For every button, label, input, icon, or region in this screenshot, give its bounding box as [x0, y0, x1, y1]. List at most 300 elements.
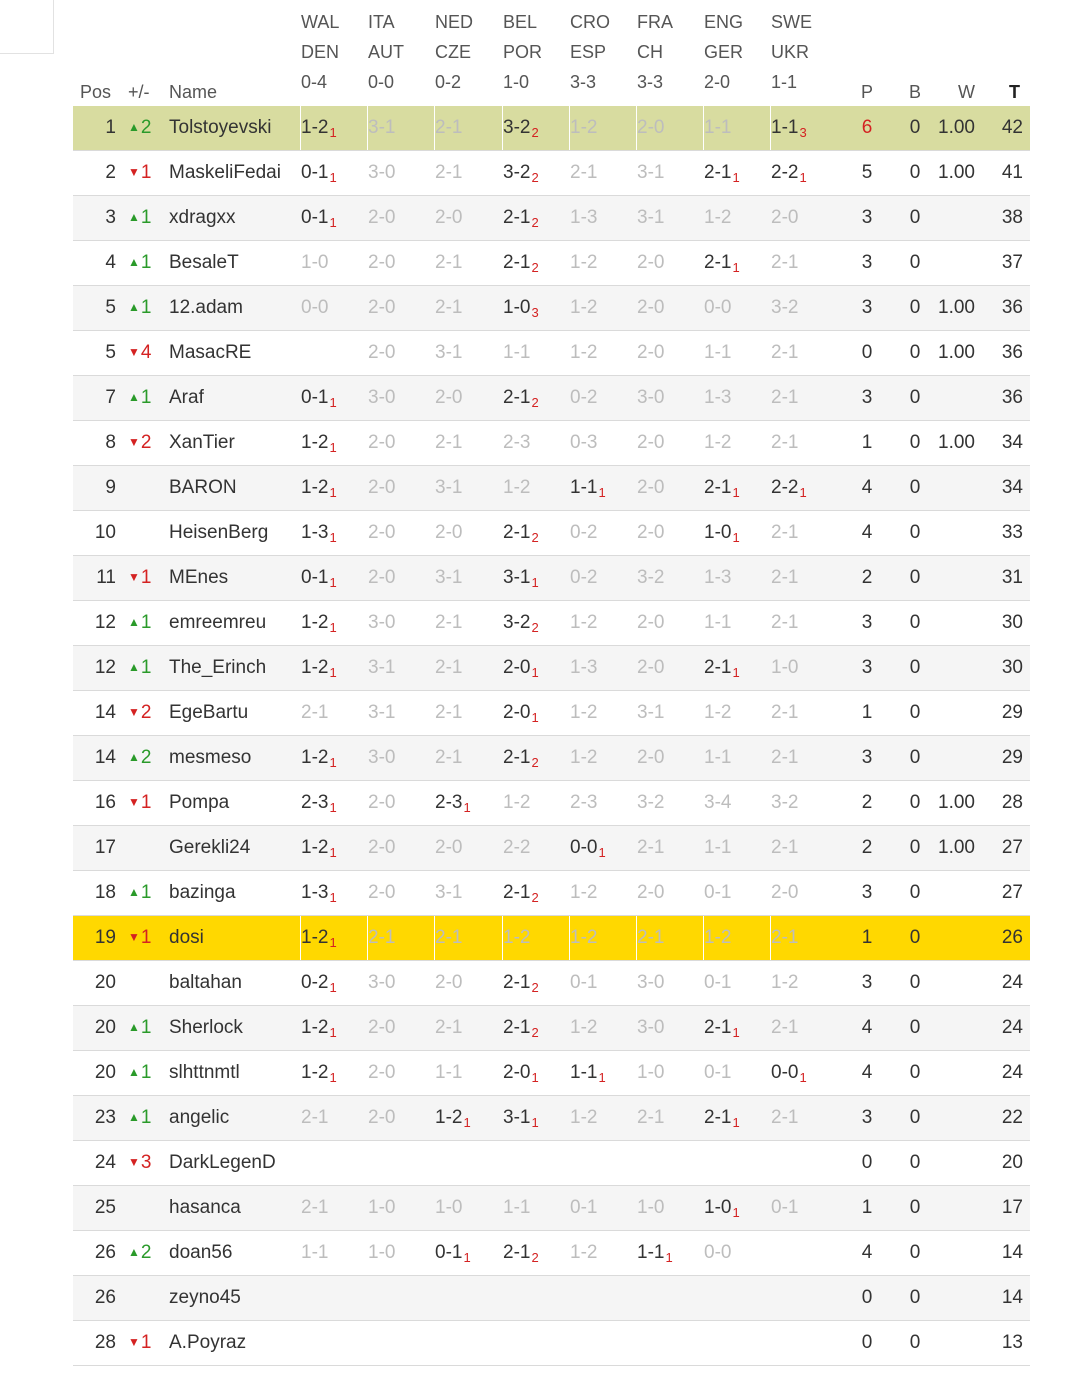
prediction-cell	[368, 781, 435, 825]
round-points: 3	[861, 747, 873, 768]
prediction-score: 2-0	[435, 387, 463, 408]
prediction-cell	[570, 1276, 637, 1320]
rank-change-value: 2	[140, 747, 152, 768]
arrow-up-icon: ▲	[128, 210, 140, 224]
prediction-cell	[704, 916, 771, 960]
match-score-2: 0-2	[435, 72, 462, 92]
total-points: 22	[1001, 1107, 1023, 1128]
prediction-score: 2-3	[503, 432, 531, 453]
prediction-score: 1-2	[570, 1107, 598, 1128]
prediction-cell	[771, 1321, 838, 1365]
player-name[interactable]: bazinga	[169, 882, 236, 903]
prediction-cell	[503, 466, 570, 510]
prediction-cell	[301, 916, 368, 960]
prediction-score: 2-0	[637, 882, 665, 903]
rank-change-value: 1	[140, 882, 152, 903]
arrow-up-icon: ▲	[128, 255, 140, 269]
player-name[interactable]: EgeBartu	[169, 702, 249, 723]
prediction-cell	[435, 1276, 502, 1320]
prediction-score: 2-0	[637, 522, 665, 543]
table-row[interactable]	[73, 241, 1030, 286]
prediction-cell	[503, 1096, 570, 1140]
player-name[interactable]: doan56	[169, 1242, 233, 1263]
prediction-points: 1	[329, 800, 337, 815]
player-name[interactable]: Gerekli24	[169, 837, 251, 858]
prediction-points: 2	[531, 755, 539, 770]
arrow-down-icon: ▼	[128, 1335, 140, 1349]
rank-change-value: 1	[140, 1062, 152, 1083]
prediction-score: 2-1	[503, 522, 531, 543]
prediction-points: 3	[799, 125, 807, 140]
row-position: 10	[94, 522, 116, 543]
header-name[interactable]: Name	[169, 82, 218, 102]
prediction-score: 1-1	[570, 1062, 598, 1083]
rank-change-value: 1	[140, 252, 152, 273]
player-name[interactable]: A.Poyraz	[169, 1332, 247, 1353]
bonus-points: 0	[909, 1062, 921, 1083]
prediction-score: 1-2	[570, 747, 598, 768]
player-name[interactable]: The_Erinch	[169, 657, 267, 678]
match-away-0[interactable]: DEN	[301, 42, 340, 62]
prediction-cell	[368, 1321, 435, 1365]
player-name[interactable]: XanTier	[169, 432, 235, 453]
round-points: 3	[861, 387, 873, 408]
prediction-cell	[301, 1006, 368, 1050]
prediction-cell	[301, 691, 368, 735]
prediction-points: 2	[531, 125, 539, 140]
player-name[interactable]: BesaleT	[169, 252, 239, 273]
prediction-cell	[771, 421, 838, 465]
column-divider	[300, 106, 301, 150]
total-points: 37	[1001, 252, 1023, 273]
prediction-cell	[570, 1231, 637, 1275]
prediction-cell	[503, 376, 570, 420]
prediction-score: 3-1	[637, 702, 665, 723]
round-points: 0	[861, 342, 873, 363]
round-points: 5	[861, 162, 873, 183]
prediction-score: 3-2	[503, 612, 531, 633]
table-row[interactable]	[73, 511, 1030, 556]
prediction-score: 1-1	[301, 1242, 329, 1263]
table-row[interactable]	[73, 781, 1030, 826]
prediction-cell	[637, 1276, 704, 1320]
table-row[interactable]	[73, 556, 1030, 601]
match-away-7[interactable]: UKR	[771, 42, 810, 62]
table-row[interactable]	[73, 331, 1030, 376]
table-row[interactable]	[73, 646, 1030, 691]
match-home-7[interactable]: SWE	[771, 12, 813, 32]
rank-change-value: 1	[140, 1107, 152, 1128]
player-name[interactable]: angelic	[169, 1107, 230, 1128]
prediction-points: 2	[531, 395, 539, 410]
table-row[interactable]	[73, 196, 1030, 241]
player-name[interactable]: Tolstoyevski	[169, 117, 272, 138]
prediction-cell	[301, 286, 368, 330]
rank-change-value: 1	[140, 657, 152, 678]
w-value: 1.00	[938, 162, 975, 183]
bonus-points: 0	[909, 792, 921, 813]
prediction-points: 1	[329, 575, 337, 590]
prediction-cell	[368, 1141, 435, 1185]
prediction-score: 2-1	[503, 747, 531, 768]
row-position: 23	[94, 1107, 116, 1128]
prediction-score: 2-1	[435, 162, 463, 183]
w-value	[917, 646, 975, 690]
prediction-score: 2-1	[771, 432, 799, 453]
prediction-cell	[637, 646, 704, 690]
player-name[interactable]: emreemreu	[169, 612, 267, 633]
prediction-cell	[570, 466, 637, 510]
bonus-points: 0	[909, 1152, 921, 1173]
match-home-6[interactable]: ENG	[704, 12, 744, 32]
player-name[interactable]: slhttnmtl	[169, 1062, 240, 1083]
arrow-up-icon: ▲	[128, 1110, 140, 1124]
prediction-cell	[368, 736, 435, 780]
w-value	[917, 1141, 975, 1185]
prediction-cell	[368, 961, 435, 1005]
prediction-cell	[301, 421, 368, 465]
prediction-points: 1	[799, 485, 807, 500]
match-home-0[interactable]: WAL	[301, 12, 340, 32]
w-value	[917, 466, 975, 510]
round-points: 6	[861, 117, 873, 138]
w-value	[917, 961, 975, 1005]
player-name[interactable]: BARON	[169, 477, 237, 498]
prediction-points: 1	[531, 710, 539, 725]
rank-change-value: 1	[140, 387, 152, 408]
prediction-cell	[704, 826, 771, 870]
match-away-1[interactable]: AUT	[368, 42, 404, 62]
round-points: 4	[861, 1017, 873, 1038]
bonus-points: 0	[909, 657, 921, 678]
prediction-cell	[435, 1096, 502, 1140]
prediction-score: 2-3	[570, 792, 598, 813]
player-name[interactable]: Sherlock	[169, 1017, 243, 1038]
table-row[interactable]	[73, 1186, 1030, 1231]
prediction-score: 2-1	[435, 927, 463, 948]
prediction-points: 2	[531, 1025, 539, 1040]
player-name[interactable]: DarkLegenD	[169, 1152, 276, 1173]
rank-change	[128, 1006, 163, 1050]
table-row[interactable]	[73, 1096, 1030, 1141]
table-row[interactable]	[73, 826, 1030, 871]
total-points: 27	[1001, 837, 1023, 858]
prediction-cell	[435, 241, 502, 285]
player-name[interactable]: hasanca	[169, 1197, 241, 1218]
arrow-up-icon: ▲	[128, 1245, 140, 1259]
prediction-score: 1-2	[570, 612, 598, 633]
prediction-cell	[435, 1321, 502, 1365]
w-value: 1.00	[938, 297, 975, 318]
prediction-cell	[435, 421, 502, 465]
table-row[interactable]	[73, 1231, 1030, 1276]
match-home-3[interactable]: BEL	[503, 12, 538, 32]
prediction-score: 0-3	[570, 432, 598, 453]
prediction-cell	[368, 376, 435, 420]
prediction-cell	[503, 331, 570, 375]
table-row[interactable]	[73, 421, 1030, 466]
row-position: 25	[94, 1197, 116, 1218]
w-value	[917, 1051, 975, 1095]
prediction-cell	[637, 376, 704, 420]
prediction-points: 1	[732, 1115, 740, 1130]
arrow-up-icon: ▲	[128, 660, 140, 674]
prediction-score: 2-0	[637, 477, 665, 498]
bonus-points: 0	[909, 252, 921, 273]
bonus-points: 0	[909, 432, 921, 453]
prediction-cell	[503, 1141, 570, 1185]
prediction-score: 1-1	[637, 1242, 665, 1263]
prediction-cell	[301, 1141, 368, 1185]
prediction-cell	[704, 871, 771, 915]
round-points: 3	[861, 612, 873, 633]
prediction-cell	[570, 691, 637, 735]
prediction-points: 1	[732, 530, 740, 545]
prediction-cell	[503, 151, 570, 195]
prediction-cell	[368, 241, 435, 285]
prediction-score: 0-1	[704, 972, 732, 993]
player-name[interactable]: MasacRE	[169, 342, 252, 363]
prediction-score: 0-0	[570, 837, 598, 858]
prediction-cell	[637, 1141, 704, 1185]
player-name[interactable]: MEnes	[169, 567, 229, 588]
prediction-score: 2-1	[771, 387, 799, 408]
side-panel-tab[interactable]	[0, 0, 54, 54]
prediction-score: 1-1	[503, 1197, 531, 1218]
round-points: 2	[861, 567, 873, 588]
table-row[interactable]	[73, 1321, 1030, 1366]
prediction-cell	[704, 1231, 771, 1275]
prediction-score: 2-1	[771, 837, 799, 858]
w-value	[917, 511, 975, 555]
player-name[interactable]: MaskeliFedai	[169, 162, 281, 183]
prediction-cell	[301, 1186, 368, 1230]
prediction-cell	[704, 331, 771, 375]
prediction-cell	[637, 871, 704, 915]
prediction-cell	[771, 556, 838, 600]
round-points: 1	[861, 702, 873, 723]
prediction-cell	[771, 151, 838, 195]
table-row[interactable]	[73, 916, 1030, 961]
prediction-points: 1	[329, 935, 337, 950]
prediction-score: 1-2	[570, 702, 598, 723]
prediction-score: 2-0	[368, 1107, 396, 1128]
match-away-3[interactable]: POR	[503, 42, 543, 62]
match-away-4[interactable]: ESP	[570, 42, 607, 62]
table-row[interactable]	[73, 691, 1030, 736]
table-row[interactable]	[73, 1276, 1030, 1321]
prediction-points: 1	[329, 890, 337, 905]
prediction-cell	[771, 826, 838, 870]
column-divider	[770, 106, 771, 150]
round-points: 3	[861, 882, 873, 903]
prediction-cell	[570, 556, 637, 600]
round-points: 3	[861, 252, 873, 273]
header-move[interactable]: +/-	[128, 82, 150, 102]
table-row[interactable]	[73, 736, 1030, 781]
w-value: 1.00	[938, 342, 975, 363]
player-name[interactable]: Pompa	[169, 792, 230, 813]
match-home-1[interactable]: ITA	[368, 12, 395, 32]
prediction-cell	[570, 1051, 637, 1095]
rank-change-value: 1	[140, 612, 152, 633]
prediction-cell	[771, 1141, 838, 1185]
bonus-points: 0	[909, 342, 921, 363]
total-points: 14	[1001, 1287, 1023, 1308]
total-points: 33	[1001, 522, 1023, 543]
prediction-cell	[771, 781, 838, 825]
rank-change	[128, 466, 163, 510]
prediction-points: 1	[732, 665, 740, 680]
table-row[interactable]	[73, 376, 1030, 421]
table-row[interactable]	[73, 871, 1030, 916]
w-value	[917, 871, 975, 915]
table-row[interactable]	[73, 286, 1030, 331]
total-points: 13	[1001, 1332, 1023, 1353]
row-position: 28	[94, 1332, 116, 1353]
prediction-cell	[301, 601, 368, 645]
w-value	[917, 691, 975, 735]
rank-change	[128, 376, 163, 420]
prediction-points: 1	[732, 260, 740, 275]
match-home-4[interactable]: CRO	[570, 12, 610, 32]
prediction-score: 2-1	[503, 1017, 531, 1038]
prediction-score: 1-2	[570, 297, 598, 318]
round-points: 0	[861, 1152, 873, 1173]
prediction-score: 1-2	[301, 117, 329, 138]
column-divider	[367, 106, 368, 150]
arrow-up-icon: ▲	[128, 390, 140, 404]
column-divider	[367, 916, 368, 960]
prediction-score: 1-1	[570, 477, 598, 498]
player-name[interactable]: dosi	[169, 927, 204, 948]
prediction-score: 2-1	[503, 1242, 531, 1263]
arrow-down-icon: ▼	[128, 345, 140, 359]
prediction-score: 3-2	[503, 117, 531, 138]
prediction-score: 0-2	[570, 567, 598, 588]
prediction-score: 2-0	[368, 342, 396, 363]
table-row[interactable]	[73, 151, 1030, 196]
prediction-score: 0-2	[570, 387, 598, 408]
prediction-score: 1-2	[301, 927, 329, 948]
w-value	[917, 556, 975, 600]
match-home-5[interactable]: FRA	[637, 12, 673, 32]
prediction-cell	[570, 196, 637, 240]
table-row[interactable]	[73, 961, 1030, 1006]
prediction-score: 1-2	[704, 432, 732, 453]
player-name[interactable]: xdragxx	[169, 207, 236, 228]
rank-change-value: 2	[140, 432, 152, 453]
player-name[interactable]: Araf	[169, 387, 204, 408]
w-value	[917, 1006, 975, 1050]
table-row[interactable]	[73, 1051, 1030, 1096]
rank-change-value: 1	[140, 792, 152, 813]
prediction-score: 2-1	[503, 207, 531, 228]
player-name[interactable]: zeyno45	[169, 1287, 241, 1308]
prediction-cell	[637, 691, 704, 735]
table-row[interactable]	[73, 466, 1030, 511]
prediction-score: 3-1	[368, 702, 396, 723]
prediction-cell	[637, 916, 704, 960]
bonus-points: 0	[909, 612, 921, 633]
match-away-5[interactable]: CH	[637, 42, 663, 62]
rank-change-value: 1	[140, 927, 152, 948]
prediction-cell	[503, 781, 570, 825]
prediction-score: 2-1	[503, 882, 531, 903]
prediction-cell	[435, 286, 502, 330]
prediction-cell	[368, 1051, 435, 1095]
prediction-score: 2-1	[301, 1197, 329, 1218]
player-name[interactable]: HeisenBerg	[169, 522, 269, 543]
row-position: 12	[94, 612, 116, 633]
prediction-cell	[301, 241, 368, 285]
header-bonus[interactable]: B	[909, 82, 922, 102]
table-row[interactable]	[73, 601, 1030, 646]
w-value	[917, 1096, 975, 1140]
rank-change-value: 1	[140, 1332, 152, 1353]
prediction-score: 1-3	[704, 387, 732, 408]
prediction-score: 1-1	[704, 747, 732, 768]
match-away-2[interactable]: CZE	[435, 42, 471, 62]
prediction-score: 3-2	[637, 567, 665, 588]
header-points[interactable]: P	[861, 82, 874, 102]
prediction-score: 2-1	[301, 1107, 329, 1128]
prediction-score: 2-1	[503, 252, 531, 273]
header-pos[interactable]: Pos	[80, 82, 112, 102]
rank-change	[128, 601, 163, 645]
rank-change	[128, 781, 163, 825]
prediction-score: 2-2	[771, 162, 799, 183]
prediction-score: 2-0	[435, 522, 463, 543]
prediction-score: 2-1	[503, 387, 531, 408]
round-points: 0	[861, 1332, 873, 1353]
prediction-cell	[704, 106, 771, 150]
prediction-score: 2-1	[704, 657, 732, 678]
prediction-cell	[301, 511, 368, 555]
prediction-score: 1-2	[301, 1017, 329, 1038]
prediction-score: 2-1	[435, 612, 463, 633]
prediction-score: 2-0	[368, 522, 396, 543]
header-w[interactable]: W	[958, 82, 975, 102]
total-points: 29	[1001, 747, 1023, 768]
player-name[interactable]: 12.adam	[169, 297, 243, 318]
table-row[interactable]	[73, 1141, 1030, 1186]
prediction-cell	[435, 331, 502, 375]
prediction-cell	[368, 1276, 435, 1320]
prediction-cell	[704, 961, 771, 1005]
table-row[interactable]	[73, 106, 1030, 151]
match-away-6[interactable]: GER	[704, 42, 744, 62]
prediction-cell	[435, 916, 502, 960]
table-row[interactable]	[73, 1006, 1030, 1051]
prediction-cell	[771, 871, 838, 915]
row-position: 20	[94, 1062, 116, 1083]
player-name[interactable]: mesmeso	[169, 747, 252, 768]
arrow-down-icon: ▼	[128, 795, 140, 809]
prediction-score: 1-0	[301, 252, 329, 273]
prediction-points: 1	[329, 215, 337, 230]
prediction-score: 2-1	[771, 747, 799, 768]
prediction-cell	[368, 826, 435, 870]
match-home-2[interactable]: NED	[435, 12, 474, 32]
bonus-points: 0	[909, 1242, 921, 1263]
total-points: 29	[1001, 702, 1023, 723]
player-name[interactable]: baltahan	[169, 972, 242, 993]
rank-change	[128, 1321, 163, 1365]
prediction-cell	[637, 1096, 704, 1140]
prediction-cell	[771, 736, 838, 780]
header-total[interactable]: T	[1009, 82, 1020, 102]
